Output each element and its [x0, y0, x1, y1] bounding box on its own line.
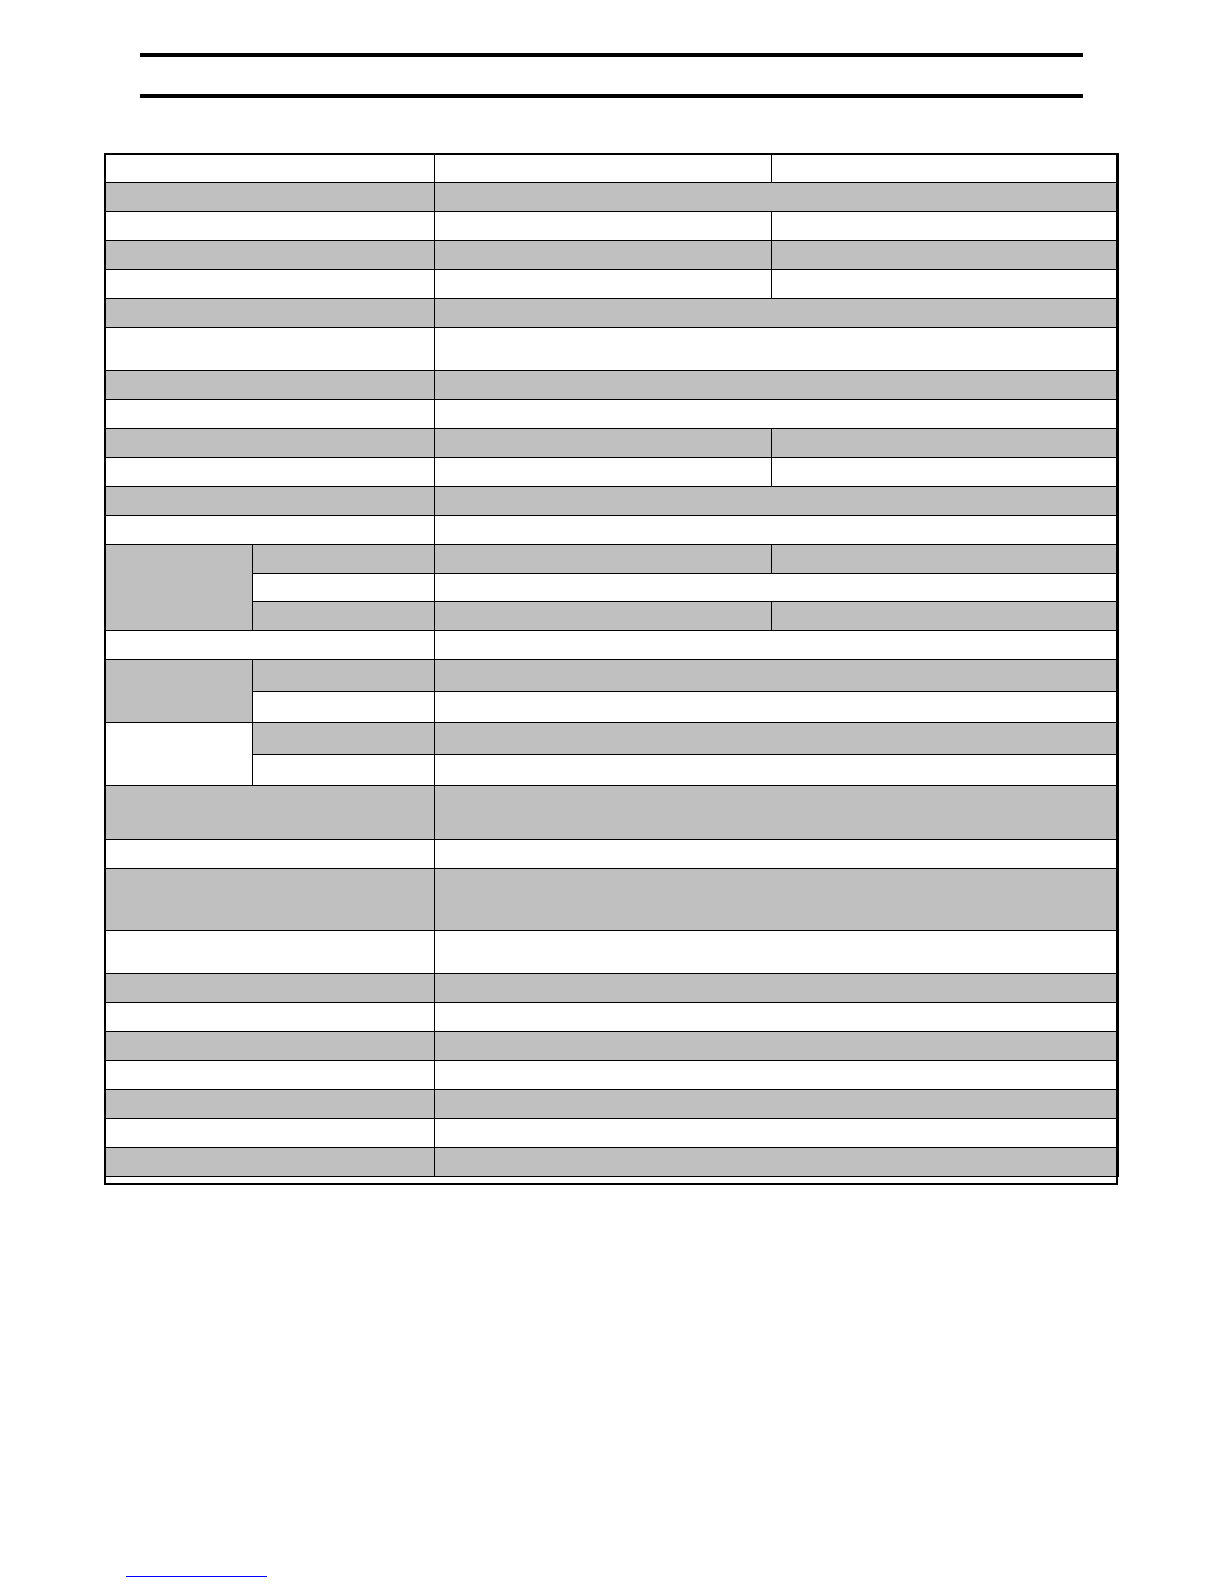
table-cell-value [434, 601, 772, 631]
table-cell-label [104, 298, 435, 328]
table-cell-value [434, 1089, 1119, 1119]
table-cell-value [434, 839, 1119, 869]
table-cell-value [434, 1060, 1119, 1090]
table-cell-value [434, 573, 1119, 602]
table-cell-label [104, 1031, 435, 1061]
table-cell-value [434, 153, 772, 183]
table-cell-label [104, 1118, 435, 1148]
table-cell-value [434, 754, 1119, 786]
table-cell-value [434, 722, 1119, 755]
table-cell-sublabel [252, 659, 435, 692]
table-cell-value [434, 930, 1119, 974]
table-cell-label [104, 428, 435, 458]
table-cell-label [104, 399, 435, 429]
table-cell-sublabel [252, 722, 435, 755]
table-cell-label [104, 630, 435, 660]
table-cell-label [104, 1089, 435, 1119]
table-cell-group-label [104, 659, 253, 723]
header-rule-top [140, 53, 1083, 57]
table-cell-label [104, 327, 435, 371]
header-rule-bottom [140, 94, 1083, 98]
table-cell-label [104, 370, 435, 400]
table-cell-label [104, 785, 435, 840]
table-cell-value [434, 544, 772, 574]
table-cell-value [434, 1118, 1119, 1148]
table-cell-label [104, 1002, 435, 1032]
table-cell-value [434, 327, 1119, 371]
table-cell-value [434, 691, 1119, 723]
table-cell-value [771, 457, 1119, 487]
table-cell-label [104, 868, 435, 931]
table-cell-group-label [104, 544, 253, 631]
table-cell-value [771, 153, 1119, 183]
table-cell-label [104, 930, 435, 974]
table-cell-label [104, 182, 435, 212]
table-cell-value [771, 544, 1119, 574]
table-cell-value [771, 428, 1119, 458]
table-cell-value [434, 486, 1119, 516]
table-cell-label [104, 153, 435, 183]
table-cell-value [434, 298, 1119, 328]
table-cell-label [104, 973, 435, 1003]
table-cell-value [771, 211, 1119, 241]
spec-table [104, 153, 1118, 1185]
footer-link-underline[interactable] [126, 1576, 267, 1577]
table-cell-value [771, 269, 1119, 299]
table-cell-value [434, 399, 1119, 429]
table-cell-value [434, 515, 1119, 545]
table-cell-value [434, 1002, 1119, 1032]
table-cell-value [771, 601, 1119, 631]
table-cell-value [434, 659, 1119, 692]
table-cell-label [104, 1147, 435, 1177]
table-cell-value [771, 240, 1119, 270]
table-cell-value [434, 973, 1119, 1003]
table-cell-value [434, 1031, 1119, 1061]
table-cell-value [434, 182, 1119, 212]
table-cell-value [434, 785, 1119, 840]
table-cell-sublabel [252, 754, 435, 786]
table-cell-label [104, 1060, 435, 1090]
table-cell-label [104, 240, 435, 270]
table-cell-sublabel [252, 544, 435, 574]
table-cell-label [104, 486, 435, 516]
table-cell-label [104, 839, 435, 869]
table-cell-group-label [104, 722, 253, 786]
table-cell-value [434, 1147, 1119, 1177]
table-cell-value [434, 269, 772, 299]
table-cell-value [434, 211, 772, 241]
table-cell-sublabel [252, 601, 435, 631]
table-cell-sublabel [252, 691, 435, 723]
table-cell-label [104, 269, 435, 299]
table-cell-label [104, 457, 435, 487]
table-cell-value [434, 428, 772, 458]
table-cell-label [104, 211, 435, 241]
table-cell-value [434, 370, 1119, 400]
table-cell-value [434, 868, 1119, 931]
table-cell-value [434, 630, 1119, 660]
table-cell-sublabel [252, 573, 435, 602]
table-cell-value [434, 457, 772, 487]
table-cell-label [104, 515, 435, 545]
table-cell-value [434, 240, 772, 270]
